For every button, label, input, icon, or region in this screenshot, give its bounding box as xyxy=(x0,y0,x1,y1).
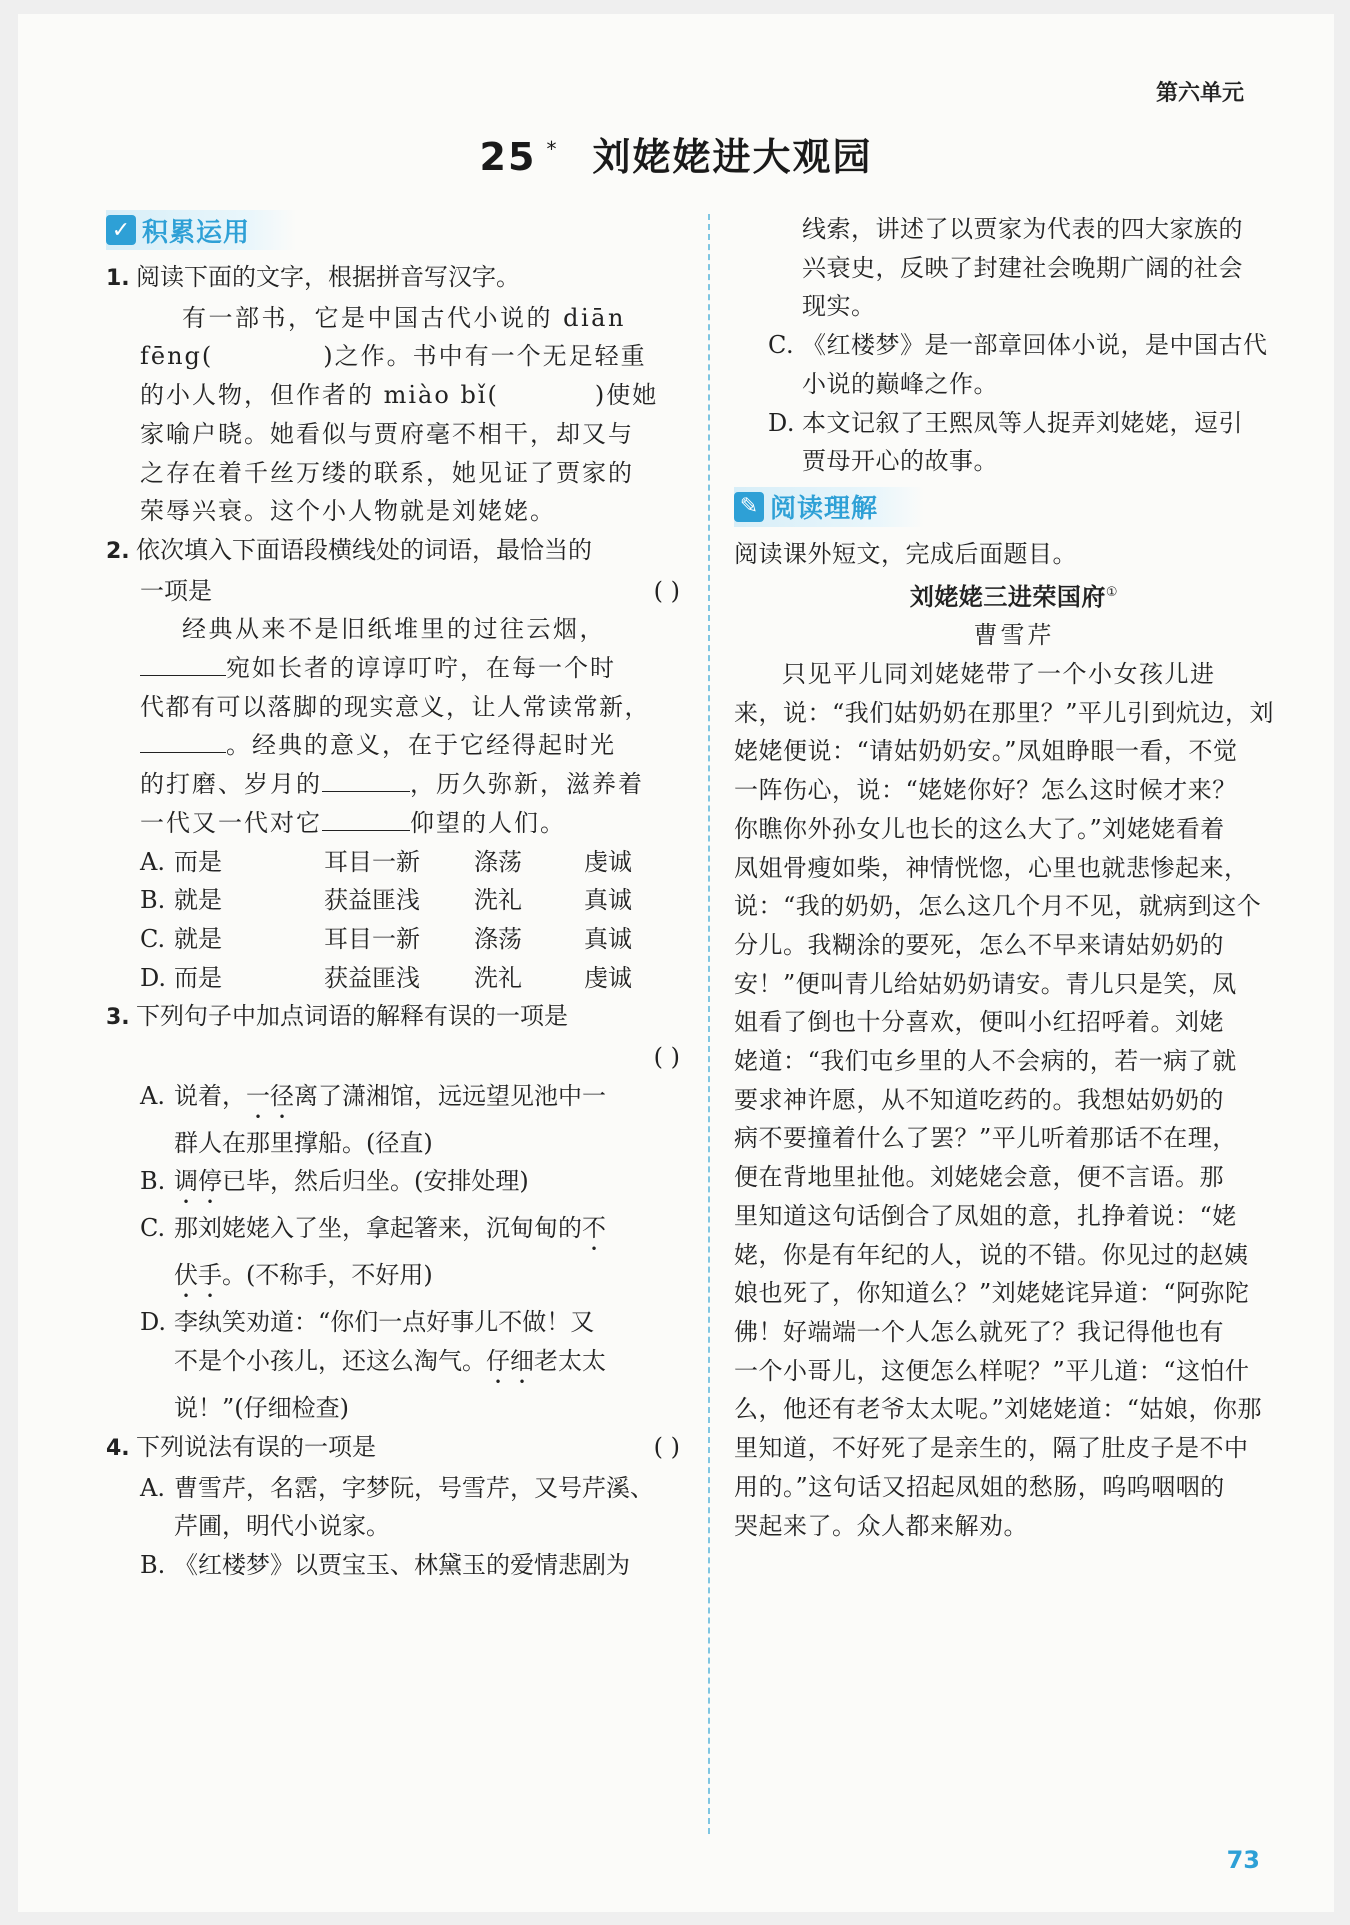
article-line: 姐看了倒也十分喜欢，便叫小红招呼着。刘姥 xyxy=(734,1008,1224,1037)
article-line: 来，说：“我们姑奶奶在那里？”平儿引到炕边，刘 xyxy=(734,698,1275,727)
workbook-page xyxy=(18,14,1334,1912)
lesson-star-mark: * xyxy=(546,137,559,162)
q1-line: 之存在着千丝万缕的联系，她见证了贾家的 xyxy=(140,458,634,487)
article-line: 佛！好端端一个人怎么就死了？我记得他也有 xyxy=(734,1317,1224,1346)
lesson-title-text: 刘姥姥进大观园 xyxy=(592,135,873,179)
q2-paragraph-line: 经典从来不是旧纸堆里的过往云烟， xyxy=(182,615,606,644)
section-header-reading xyxy=(734,487,924,527)
fill-blank[interactable] xyxy=(322,771,410,792)
question-2-stem: 2. 依次填入下面语段横线处的词语，最恰当的 xyxy=(106,535,592,564)
footnote-mark: ① xyxy=(1105,584,1119,600)
question-3-stem: 3. 下列句子中加点词语的解释有误的一项是 xyxy=(106,1002,568,1031)
question-1-stem: 1. 阅读下面的文字，根据拼音写汉字。 xyxy=(106,263,520,291)
unit-label: 第六单元 xyxy=(1155,81,1244,106)
dotted-word: 伏手 xyxy=(174,1261,222,1290)
q2-paragraph-line: 宛如长者的谆谆叮咛，在每一个时 xyxy=(106,649,686,688)
article-line: 你瞧你外孙女儿也长的这么大了。”刘姥姥看着 xyxy=(734,814,1225,843)
option-b-line-cont: 兴衰史，反映了封建社会晚期广阔的社会 xyxy=(802,253,1243,282)
dotted-word: 不 xyxy=(582,1214,606,1243)
answer-paren[interactable]: ( ) xyxy=(653,576,680,605)
article-author: 曹雪芹 xyxy=(973,621,1055,650)
option-d-line[interactable]: D. 李纨笑劝道：“你们一点好事儿不做！又 xyxy=(140,1308,595,1337)
column-divider xyxy=(708,214,710,1834)
pencil-edit-icon: ✎ xyxy=(734,492,764,522)
q1-line: 有一部书，它是中国古代小说的 diān xyxy=(182,303,626,332)
article-line: 姥，你是有年纪的人，说的不错。你见过的赵姨 xyxy=(734,1240,1249,1269)
article-line: 安！”便叫青儿给姑奶奶请安。青儿只是笑，凤 xyxy=(734,969,1237,998)
article-line: 娘也死了，你知道么？”刘姥姥诧异道：“阿弥陀 xyxy=(734,1279,1250,1308)
dotted-word: 一径 xyxy=(246,1081,294,1110)
option-d-line-cont: 说！”(仔细检查) xyxy=(174,1394,349,1423)
article-line: 说：“我的奶奶，怎么这几个月不见，就病到这个 xyxy=(734,892,1262,921)
q2-paragraph-line: 一代又一代对它 仰望的人们。 xyxy=(140,808,566,837)
option-b-line-cont: 现实。 xyxy=(802,292,876,321)
option-d-line[interactable]: D. 本文记叙了王熙凤等人捉弄刘姥姥，逗引 xyxy=(768,408,1243,437)
article-line: 只见平儿同刘姥姥带了一个小女孩儿进 xyxy=(782,660,1216,689)
article-line: 哭起来了。众人都来解劝。 xyxy=(734,1511,1028,1540)
fill-blank[interactable] xyxy=(140,655,226,676)
option-c-line[interactable]: C. 那刘姥姥入了坐，拿起箸来，沉甸甸的不 xyxy=(140,1214,606,1243)
section-title: 阅读理解 xyxy=(770,494,879,525)
option-row[interactable]: D. 而是 获益匪浅 洗礼 虔诚 xyxy=(140,963,632,992)
article-line: 一阵伤心，说：“姥姥你好？怎么这时候才来？ xyxy=(734,776,1237,805)
option-c-line-cont: 小说的巅峰之作。 xyxy=(802,369,998,398)
q1-line: 荣辱兴衰。这个小人物就是刘姥姥。 xyxy=(140,497,556,526)
article-line: 分儿。我糊涂的要死，怎么不早来请姑奶奶的 xyxy=(734,930,1224,959)
right-column xyxy=(734,210,1294,1545)
option-a-line[interactable]: A. 说着，一径离了潇湘馆，远远望见池中一 xyxy=(140,1081,606,1110)
page-number: 73 xyxy=(1226,1846,1260,1874)
fill-blank[interactable] xyxy=(322,810,410,831)
article-line: 一个小哥儿，这便怎么样呢？”平儿道：“这怕什 xyxy=(734,1356,1250,1385)
option-c-line-cont: 伏手。(不称手，不好用) xyxy=(174,1261,433,1290)
left-column xyxy=(106,210,686,1585)
lesson-title xyxy=(18,126,1334,181)
article-line: 里知道这句话倒合了凤姐的意，扎挣着说：“姥 xyxy=(734,1201,1237,1230)
q1-line: 的小人物，但作者的 miào bǐ( )使她 xyxy=(140,381,659,410)
article-line: 么，他还有老爷太太呢。”刘姥姥道：“姑娘，你那 xyxy=(734,1395,1263,1424)
question-2-stem-cont: 一项是 ( ) xyxy=(106,572,686,611)
reading-intro: 阅读课外短文，完成后面题目。 xyxy=(734,539,1077,568)
option-d-line-cont: 不是个小孩儿，还这么淘气。仔细老太太 xyxy=(174,1347,606,1376)
q2-paragraph-line: 的打磨、岁月的 ，历久弥新，滋养着 xyxy=(140,770,644,799)
article-line: 用的。”这句话又招起凤姐的愁肠，呜呜咽咽的 xyxy=(734,1472,1225,1501)
article-line: 凤姐骨瘦如柴，神情恍惚，心里也就悲惨起来， xyxy=(734,853,1249,882)
dotted-word: 仔细 xyxy=(486,1347,534,1376)
article-line: 便在背地里扯他。刘姥姥会意，便不言语。那 xyxy=(734,1163,1224,1192)
article-title: 刘姥姥三进荣国府① xyxy=(909,582,1119,611)
dotted-word: 调停 xyxy=(174,1167,222,1196)
option-c-line[interactable]: C. 《红楼梦》是一部章回体小说，是中国古代 xyxy=(768,331,1268,360)
option-a-line[interactable]: A. 曹雪芹，名霑，字梦阮，号雪芹，又号芹溪、 xyxy=(140,1473,654,1502)
q1-line: 家喻户晓。她看似与贾府毫不相干，却又与 xyxy=(140,419,634,448)
option-a-line-cont: 芹圃，明代小说家。 xyxy=(174,1512,390,1541)
article-line: 姥道：“我们屯乡里的人不会病的，若一病了就 xyxy=(734,1047,1237,1076)
q2-paragraph-line: 代都有可以落脚的现实意义，让人常读常新， xyxy=(140,692,650,721)
option-b-line[interactable]: B. 调停已毕，然后归坐。(安排处理) xyxy=(140,1167,529,1196)
option-row[interactable]: C. 就是 耳目一新 涤荡 真诚 xyxy=(140,924,632,953)
option-b-line[interactable]: B. 《红楼梦》以贾宝玉、林黛玉的爱情悲剧为 xyxy=(140,1550,630,1579)
check-edit-icon: ✓ xyxy=(106,215,136,245)
option-row[interactable]: B. 就是 获益匪浅 洗礼 真诚 xyxy=(140,886,632,915)
section-header-accumulate xyxy=(106,210,296,250)
answer-paren[interactable]: ( ) xyxy=(653,1432,680,1461)
option-d-line-cont: 贾母开心的故事。 xyxy=(802,447,998,476)
option-b-line-cont: 线索，讲述了以贾家为代表的四大家族的 xyxy=(802,215,1243,243)
article-line: 要求神许愿，从不知道吃药的。我想姑奶奶的 xyxy=(734,1085,1224,1114)
question-4-stem: 4. 下列说法有误的一项是 ( ) xyxy=(106,1428,686,1469)
section-title: 积累运用 xyxy=(142,217,251,248)
answer-paren[interactable]: ( ) xyxy=(653,1043,680,1072)
article-line: 里知道，不好死了是亲生的，隔了肚皮子是不中 xyxy=(734,1434,1249,1463)
q1-line: fēng( )之作。书中有一个无足轻重 xyxy=(140,342,647,371)
lesson-number: 25 xyxy=(479,135,537,179)
option-a-line-cont: 群人在那里撑船。(径直) xyxy=(174,1128,433,1157)
article-line: 病不要撞着什么了罢？”平儿听着那话不在理， xyxy=(734,1124,1237,1153)
option-row[interactable]: A. 而是 耳目一新 涤荡 虔诚 xyxy=(140,847,632,876)
question-3-paren-line xyxy=(106,1038,686,1077)
article-line: 姥姥便说：“请姑奶奶安。”凤姐睁眼一看，不觉 xyxy=(734,737,1238,766)
fill-blank[interactable] xyxy=(140,732,226,753)
q2-paragraph-line: 。经典的意义，在于它经得起时光 xyxy=(106,726,686,765)
